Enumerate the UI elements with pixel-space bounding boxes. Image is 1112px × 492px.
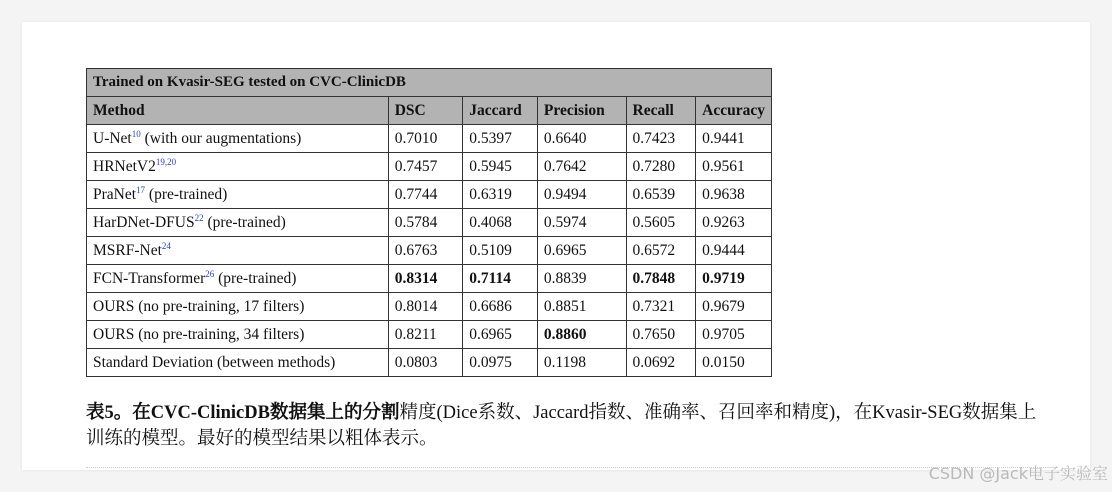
- method-name: Standard Deviation (between methods): [93, 353, 336, 371]
- table-row: [87, 237, 772, 265]
- metric-cell: 0.6572: [626, 237, 696, 265]
- method-cell: [87, 209, 389, 237]
- metric-cell: 0.7114: [463, 265, 538, 293]
- caption-text: 精度(Dice系数、Jaccard指数、准确率、召回率和精度)，在Kvasir-SEG数据集上训练的模型。最好的模型结果以粗体表示。: [86, 403, 1037, 449]
- metric-cell: 0.5784: [388, 209, 462, 237]
- method-note: (with our augmentations): [140, 129, 302, 147]
- table-header-row: [87, 97, 772, 125]
- method-name: OURS (no pre-training, 34 filters): [93, 325, 305, 343]
- method-name: FCN-Transformer: [93, 269, 206, 287]
- header-jaccard: Jaccard: [463, 97, 538, 125]
- metric-cell: 0.8314: [388, 265, 462, 293]
- table-row: [87, 125, 772, 153]
- header-recall: Recall: [626, 97, 696, 125]
- reference-link[interactable]: 26: [205, 268, 215, 279]
- metric-cell: 0.6539: [626, 181, 696, 209]
- metric-cell: 0.0975: [463, 349, 538, 377]
- metric-cell: 0.0692: [626, 349, 696, 377]
- method-name: U-Net: [93, 129, 132, 147]
- figure-caption: [86, 400, 1054, 452]
- method-name: HarDNet-DFUS: [93, 213, 195, 231]
- metric-cell: 0.7848: [626, 265, 696, 293]
- metric-cell: 0.9444: [696, 237, 772, 265]
- reference-link[interactable]: 24: [161, 240, 171, 251]
- metric-cell: 0.9263: [696, 209, 772, 237]
- metric-cell: 0.5945: [463, 153, 538, 181]
- method-cell: [87, 181, 389, 209]
- table-caption-row: [87, 69, 772, 97]
- method-cell: [87, 237, 389, 265]
- metric-cell: 0.4068: [463, 209, 538, 237]
- metric-cell: 0.8860: [537, 321, 626, 349]
- reference-link[interactable]: 10: [131, 128, 141, 139]
- header-method: Method: [87, 97, 389, 125]
- metric-cell: 0.8851: [537, 293, 626, 321]
- metric-cell: 0.7423: [626, 125, 696, 153]
- metric-cell: 0.7321: [626, 293, 696, 321]
- reference-link[interactable]: 19,20: [155, 156, 177, 167]
- metric-cell: 0.6319: [463, 181, 538, 209]
- metric-cell: 0.5397: [463, 125, 538, 153]
- metric-cell: 0.7744: [388, 181, 462, 209]
- table-row: [87, 153, 772, 181]
- metric-cell: 0.9679: [696, 293, 772, 321]
- metric-cell: 0.8211: [388, 321, 462, 349]
- method-note: (pre-trained): [214, 269, 297, 287]
- metric-cell: 0.7010: [388, 125, 462, 153]
- reference-link[interactable]: 17: [136, 184, 146, 195]
- metric-cell: 0.7642: [537, 153, 626, 181]
- method-cell: [87, 265, 389, 293]
- results-table: [86, 68, 772, 377]
- header-precision: Precision: [537, 97, 626, 125]
- metric-cell: 0.7457: [388, 153, 462, 181]
- metric-cell: 0.5109: [463, 237, 538, 265]
- caption-lead: 表5。在CVC-ClinicDB数据集上的分割: [86, 403, 400, 423]
- metric-cell: 0.7280: [626, 153, 696, 181]
- table-row: [87, 181, 772, 209]
- metric-cell: 0.9494: [537, 181, 626, 209]
- table-row: [87, 293, 772, 321]
- header-dsc: DSC: [388, 97, 462, 125]
- method-cell: [87, 293, 389, 321]
- metric-cell: 0.8014: [388, 293, 462, 321]
- method-name: OURS (no pre-training, 17 filters): [93, 297, 305, 315]
- metric-cell: 0.9638: [696, 181, 772, 209]
- table-row: [87, 321, 772, 349]
- divider: [86, 467, 1046, 468]
- metric-cell: 0.0150: [696, 349, 772, 377]
- metric-cell: 0.6763: [388, 237, 462, 265]
- metric-cell: 0.5605: [626, 209, 696, 237]
- method-cell: [87, 153, 389, 181]
- method-name: MSRF-Net: [93, 241, 162, 259]
- metric-cell: 0.6686: [463, 293, 538, 321]
- method-cell: [87, 349, 389, 377]
- metric-cell: 0.8839: [537, 265, 626, 293]
- metric-cell: 0.6640: [537, 125, 626, 153]
- metric-cell: 0.9719: [696, 265, 772, 293]
- metric-cell: 0.6965: [463, 321, 538, 349]
- metric-cell: 0.5974: [537, 209, 626, 237]
- watermark: CSDN @Jack电子实验室: [928, 464, 1108, 483]
- header-accuracy: Accuracy: [696, 97, 772, 125]
- method-note: (pre-trained): [145, 185, 228, 203]
- method-name: PraNet: [93, 185, 137, 203]
- metric-cell: 0.7650: [626, 321, 696, 349]
- table-body: [87, 125, 772, 377]
- metric-cell: 0.0803: [388, 349, 462, 377]
- method-name: HRNetV2: [93, 157, 156, 175]
- table-row: [87, 349, 772, 377]
- table-row: [87, 265, 772, 293]
- method-cell: [87, 125, 389, 153]
- method-cell: [87, 321, 389, 349]
- table-caption: Trained on Kvasir-SEG tested on CVC-ClinicDB: [87, 69, 772, 97]
- metric-cell: 0.9705: [696, 321, 772, 349]
- reference-link[interactable]: 22: [194, 212, 204, 223]
- metric-cell: 0.9561: [696, 153, 772, 181]
- metric-cell: 0.1198: [537, 349, 626, 377]
- metric-cell: 0.6965: [537, 237, 626, 265]
- metric-cell: 0.9441: [696, 125, 772, 153]
- table-row: [87, 209, 772, 237]
- method-note: (pre-trained): [203, 213, 286, 231]
